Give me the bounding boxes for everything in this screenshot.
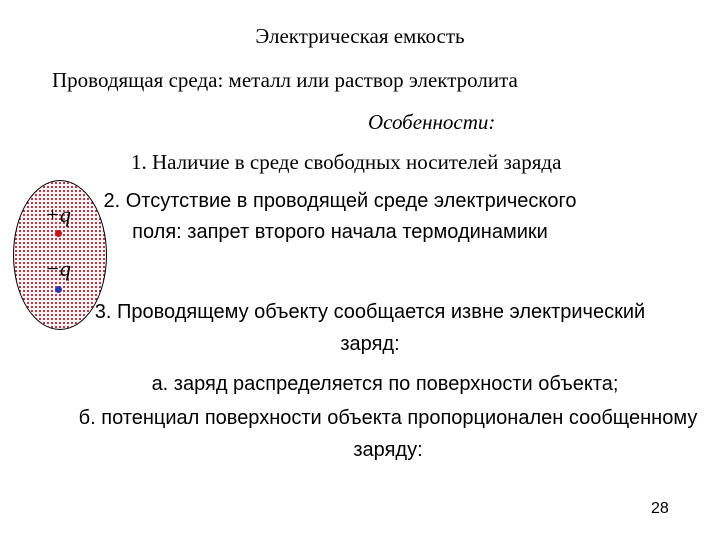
feature-item-1: 1. Наличие в среде свободных носителей заряда [131, 150, 562, 174]
negative-charge-label: −q [45, 256, 71, 281]
features-heading: Особенности: [368, 110, 496, 134]
feature-item-3: 3. Проводящему объекту сообщается извне электрический заряд: [94, 301, 646, 355]
feature-item-2: 2. Отсутствие в проводящей среде электрического поля: запрет второго начала термодинамики [103, 190, 577, 243]
feature-subitem-b: б. потенциал поверхности объекта пропорционален сообщенному заряду: [78, 407, 698, 461]
subtitle: Проводящая среда: металл или раствор электролита [52, 68, 518, 92]
slide-title: Электрическая емкость [255, 24, 465, 48]
feature-subitem-a: а. заряд распределяется по поверхности объекта; [151, 373, 619, 395]
negative-charge-dot [55, 286, 62, 293]
positive-charge-label: +q [45, 202, 71, 227]
positive-charge-dot [55, 230, 62, 237]
page-number: 28 [651, 500, 669, 517]
